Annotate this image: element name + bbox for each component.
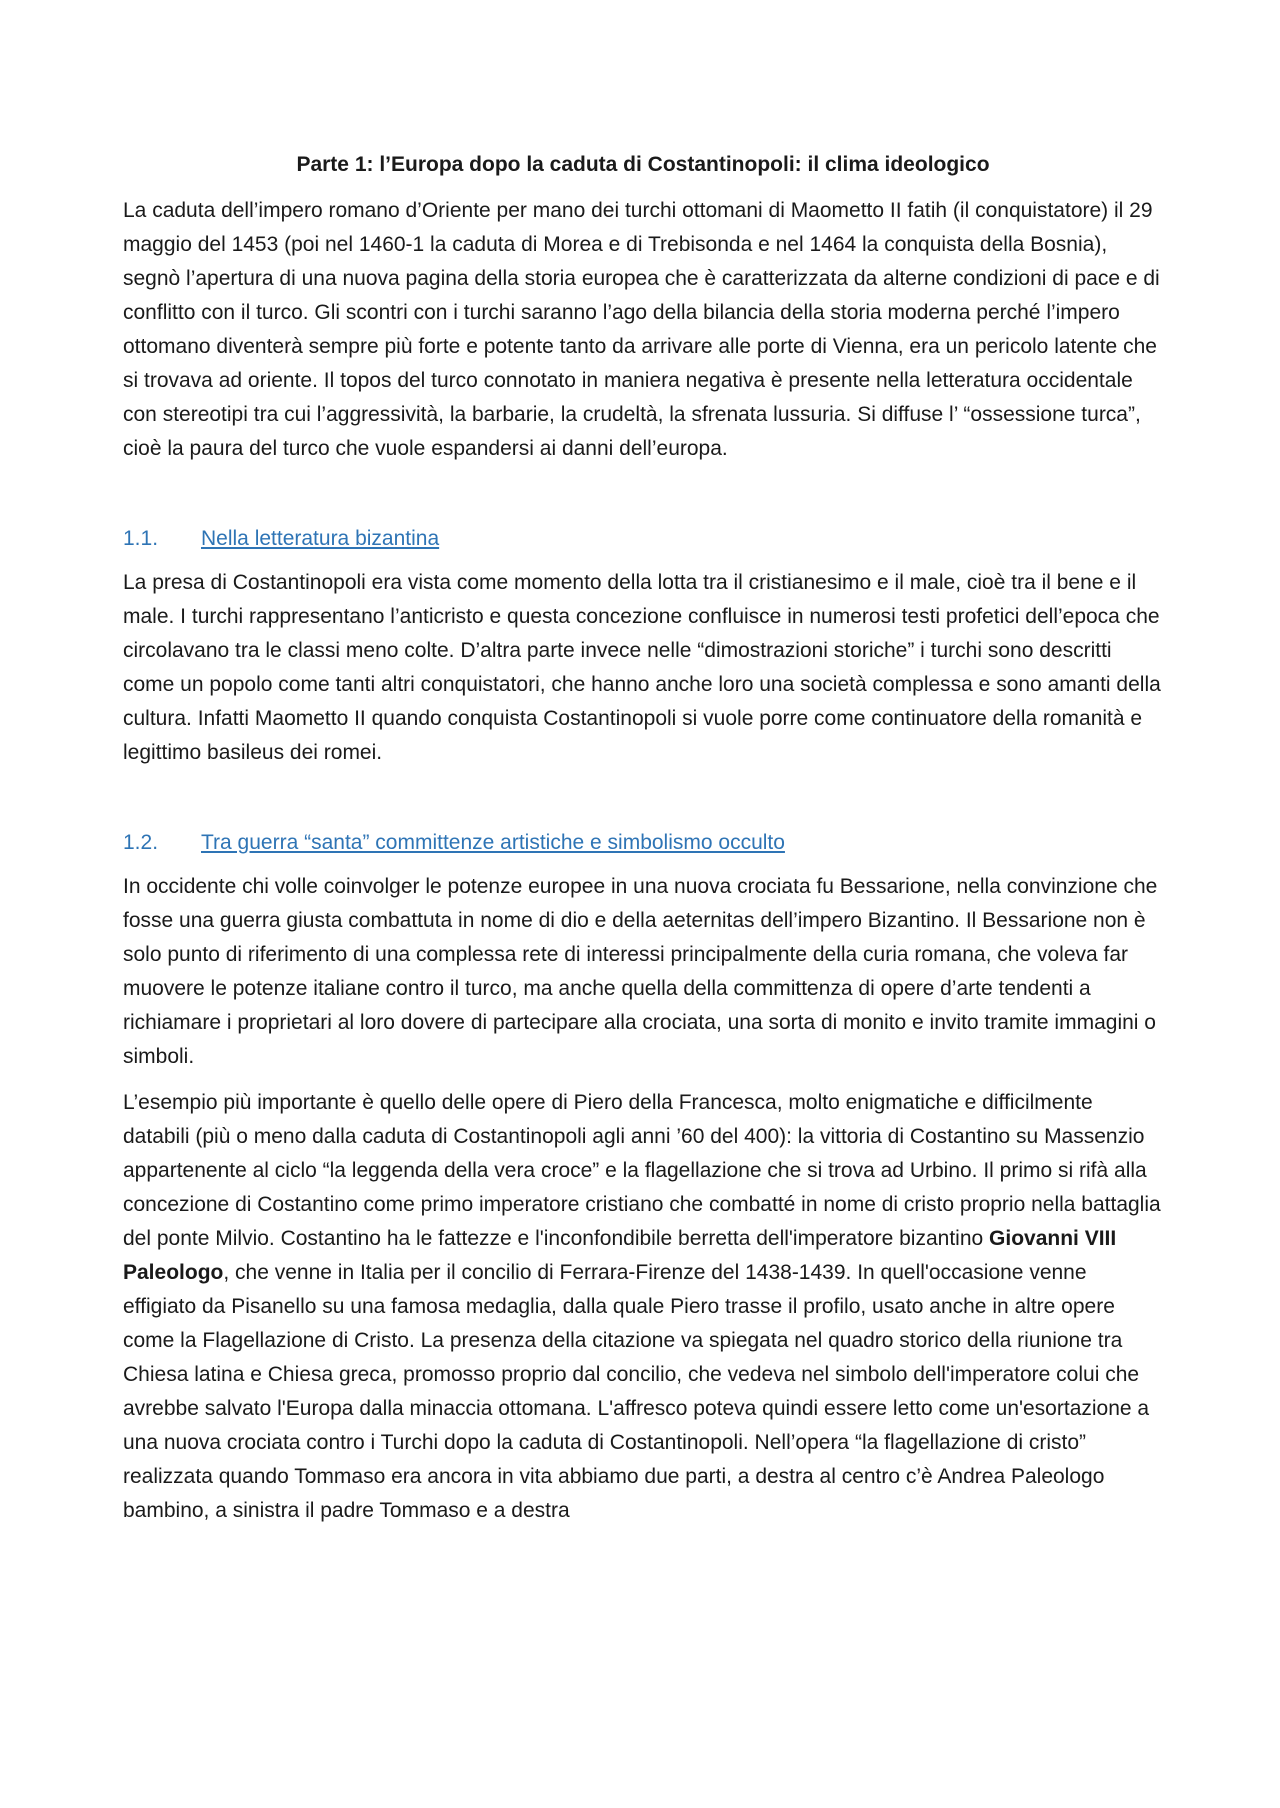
bold-name-giovanni-viii: Giovanni VIII Paleologo (123, 1227, 1117, 1284)
section-number: 1.1. (123, 527, 159, 550)
paragraph-text: , che venne in Italia per il concilio di Ferrara-Firenze del 1438-1439. In quell'occasione venne effigiato da Pisanello su una famosa medaglia, dalla quale Piero trasse il profilo, usato anche in altre opere come la Flagellazione di Cristo. La presenza della citazione va spiegata nel quadro storico della riunione tra Chiesa latina e Chiesa greca, promosso proprio dal concilio, che vedeva nel simbolo dell'imperatore colui che avrebbe salvato l'Europa dalla minaccia ottomana. L'affresco poteva quindi essere letto come un'esortazione a una nuova crociata contro i Turchi dopo la caduta di Costantinopoli. Nell’opera “la flagellazione di cristo” realizzata quando Tommaso era ancora in vita abbiamo due parti, a destra al centro c’è Andrea Paleologo bambino, a sinistra il padre Tommaso e a destra (123, 1261, 1150, 1522)
document-title: Parte 1: l’Europa dopo la caduta di Costantinopoli: il clima ideologico (296, 153, 990, 176)
section-1-1-paragraph: La presa di Costantinopoli era vista come momento della lotta tra il cristianesimo e il male, cioè tra il bene e il male. I turchi rappresentano l’anticristo e questa concezione confluisce in numerosi testi profetici dell’epoca che circolavano tra le classi meno colte. D’altra parte invece nelle “dimostrazioni storiche” i turchi sono descritti come un popolo come tanti altri conquistatori, che hanno anche loro una società complessa e sono amanti della cultura. Infatti Maometto II quando conquista Costantinopoli si vuole porre come continuatore della romanità e legittimo basileus dei romei. (123, 571, 1161, 764)
section-heading-1-2[interactable] (123, 828, 1163, 858)
spacer (123, 466, 1163, 524)
section-1-2-paragraph: In occidente chi volle coinvolger le potenze europee in una nuova crociata fu Bessarione, nella convinzione che fosse una guerra giusta combattuta in nome di dio e della aeternitas dell’impero Bizantino. Il Bessarione non è solo punto di riferimento di una complessa rete di interessi principalmente della curia romana, che voleva far muovere le potenze italiane contro il turco, ma anche quella della committenza di opere d’arte tendenti a richiamare i proprietari al loro dovere di partecipare alla crociata, una sorta di monito e invito tramite immagini o simboli. (123, 875, 1158, 1068)
intro-paragraph: La caduta dell’impero romano d’Oriente per mano dei turchi ottomani di Maometto II fatih (il conquistatore) il 29 maggio del 1453 (poi nel 1460-1 la caduta di Morea e di Trebisonda e nel 1464 la conquista della Bosnia), segnò l’apertura di una nuova pagina della storia europea che è caratterizzata da alterne condizioni di pace e di conflitto con il turco. Gli scontri con i turchi saranno l’ago della bilancia della storia moderna perché l’impero ottomano diventerà sempre più forte e potente tanto da arrivare alle porte di Vienna, era un pericolo latente che si trovava ad oriente. Il topos del turco connotato in maniera negativa è presente nella letteratura occidentale con stereotipi tra cui l’aggressività, la barbarie, la crudeltà, la sfrenata lussuria. Si diffuse l’ “ossessione turca”, cioè la paura del turco che vuole espandersi ai danni dell’europa. (123, 199, 1160, 460)
section-title: Tra guerra “santa” committenze artistiche e simbolismo occulto (201, 831, 785, 854)
paragraph-text: L’esempio più importante è quello delle opere di Piero della Francesca, molto enigmatiche e difficilmente databili (più o meno dalla caduta di Costantinopoli agli anni ’60 del 400): la vittoria di Costantino su Massenzio appartenente al ciclo “la leggenda della vera croce” e la flagellazione che si trova ad Urbino. Il primo si rifà alla concezione di Costantino come primo imperatore cristiano che combatté in nome di cristo proprio nella battaglia del ponte Milvio. Costantino ha le fattezze e l'inconfondibile berretta dell'imperatore bizantino (123, 1091, 1161, 1250)
section-1-2-paragraph-piero (123, 1086, 1163, 1528)
section-title: Nella letteratura bizantina (201, 527, 440, 550)
spacer (123, 770, 1163, 828)
section-number: 1.2. (123, 831, 159, 854)
section-heading-1-1[interactable] (123, 524, 1163, 554)
document-page (123, 150, 1163, 1528)
